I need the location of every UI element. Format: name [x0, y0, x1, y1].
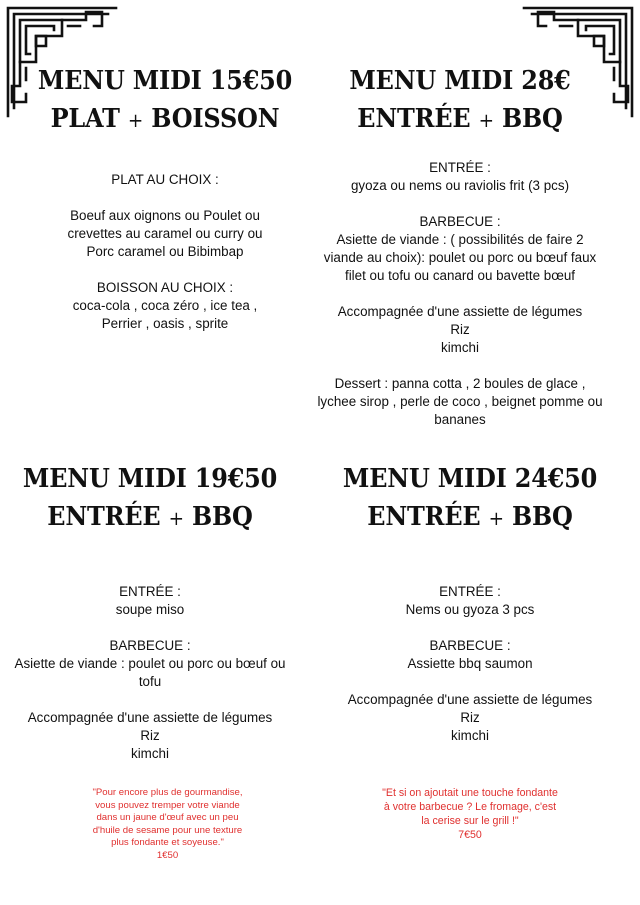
subtitle-part-b: BOISSON [151, 104, 280, 134]
menu-line: soupe miso [115, 602, 185, 617]
note-line: "Et si on ajoutait une touche fondante [382, 787, 558, 799]
menu-line: PLAT AU CHOIX : [111, 172, 219, 187]
menu-line: kimchi [451, 728, 489, 743]
note-line: vous pouvez tremper votre viande [95, 799, 240, 811]
subtitle-part-a: PLAT [50, 104, 120, 134]
menu-subtitle [332, 498, 608, 537]
menu-line: Assiette bbq saumon [407, 656, 533, 671]
menu-line: Riz [450, 322, 470, 337]
menu-subtitle [317, 100, 602, 139]
note-line: dans un jaune d'œuf avec un peu [96, 812, 239, 824]
menu-line: kimchi [131, 746, 169, 761]
menu-line: Boeuf aux oignons ou Poulet ou [70, 208, 260, 223]
plus-sign: + [168, 506, 184, 530]
menu-line: ENTRÉE : [429, 160, 491, 175]
menu-title: MENU MIDI 24€50 [342, 464, 598, 494]
subtitle-part-b: BBQ [191, 502, 253, 532]
menu-line: BARBECUE : [109, 638, 191, 653]
menu-line: Riz [460, 710, 480, 725]
menu-line: Asiette de viande : poulet ou porc ou bœuf ou [14, 656, 286, 671]
menu-line: Accompagnée d'une assiette de légumes [347, 692, 593, 707]
menu-title: MENU MIDI 28€ [349, 66, 571, 96]
menu-line: gyoza ou nems ou raviolis frit (3 pcs) [350, 178, 570, 193]
menu-card-19e50 [0, 460, 300, 763]
note-price: 7€50 [458, 829, 482, 841]
menu-line: BOISSON AU CHOIX : [96, 280, 234, 295]
subtitle-part-a: ENTRÉE [47, 502, 161, 532]
note-line: "Pour encore plus de gourmandise, [92, 787, 243, 798]
note-line: la cerise sur le grill !" [421, 815, 519, 827]
subtitle-part-a: ENTRÉE [367, 502, 481, 532]
plus-sign: + [478, 108, 494, 132]
upsell-note-cheese [360, 786, 580, 842]
note-line: d'huile de sesame pour une texture [92, 824, 243, 836]
subtitle-part-b: BBQ [501, 104, 563, 134]
subtitle-part-a: ENTRÉE [357, 104, 471, 134]
menu-line: Accompagnée d'une assiette de légumes [337, 304, 583, 319]
menu-line: Riz [140, 728, 160, 743]
menu-title: MENU MIDI 19€50 [22, 464, 278, 494]
note-line: à votre barbecue ? Le fromage, c'est [383, 801, 557, 813]
menu-line: Asiette de viande : ( possibilités de faire 2 [336, 232, 584, 247]
menu-card-24e50 [320, 460, 620, 745]
menu-line: Dessert : panna cotta , 2 boules de glace , [334, 376, 586, 391]
menu-line: ENTRÉE : [119, 584, 181, 599]
menu-title: MENU MIDI 15€50 [37, 66, 293, 96]
subtitle-part-b: BBQ [511, 502, 573, 532]
menu-line: viande au choix): poulet ou porc ou bœuf faux [323, 250, 597, 265]
menu-line: Porc caramel ou Bibimbap [86, 244, 244, 259]
menu-line: lychee sirop , perle de coco , beignet pomme ou [317, 394, 603, 409]
menu-line: coca-cola , coca zéro , ice tea , [72, 298, 258, 313]
menu-line: Perrier , oasis , sprite [101, 316, 229, 331]
menu-line: Nems ou gyoza 3 pcs [405, 602, 535, 617]
note-price: 1€50 [156, 849, 179, 861]
menu-line: ENTRÉE : [439, 584, 501, 599]
menu-line: tofu [138, 674, 162, 689]
note-line: plus fondante et soyeuse." [111, 837, 224, 849]
menu-line: kimchi [441, 340, 479, 355]
menu-card-28e [305, 62, 615, 429]
menu-line: crevettes au caramel ou curry ou [67, 226, 263, 241]
plus-sign: + [488, 506, 504, 530]
menu-body [320, 583, 620, 745]
menu-line: BARBECUE : [429, 638, 511, 653]
menu-line: Accompagnée d'une assiette de légumes [27, 710, 273, 725]
menu-subtitle [12, 498, 288, 537]
menu-body [0, 171, 330, 333]
menu-card-15e50 [0, 62, 330, 333]
upsell-note-egg [80, 787, 255, 863]
menu-body [305, 159, 615, 429]
menu-body [0, 583, 300, 763]
menu-subtitle [13, 100, 317, 139]
menu-line: filet ou tofu ou canard ou bavette bœuf [344, 268, 576, 283]
menu-line: bananes [434, 412, 486, 427]
plus-sign: + [127, 108, 144, 132]
menu-line: BARBECUE : [419, 214, 501, 229]
